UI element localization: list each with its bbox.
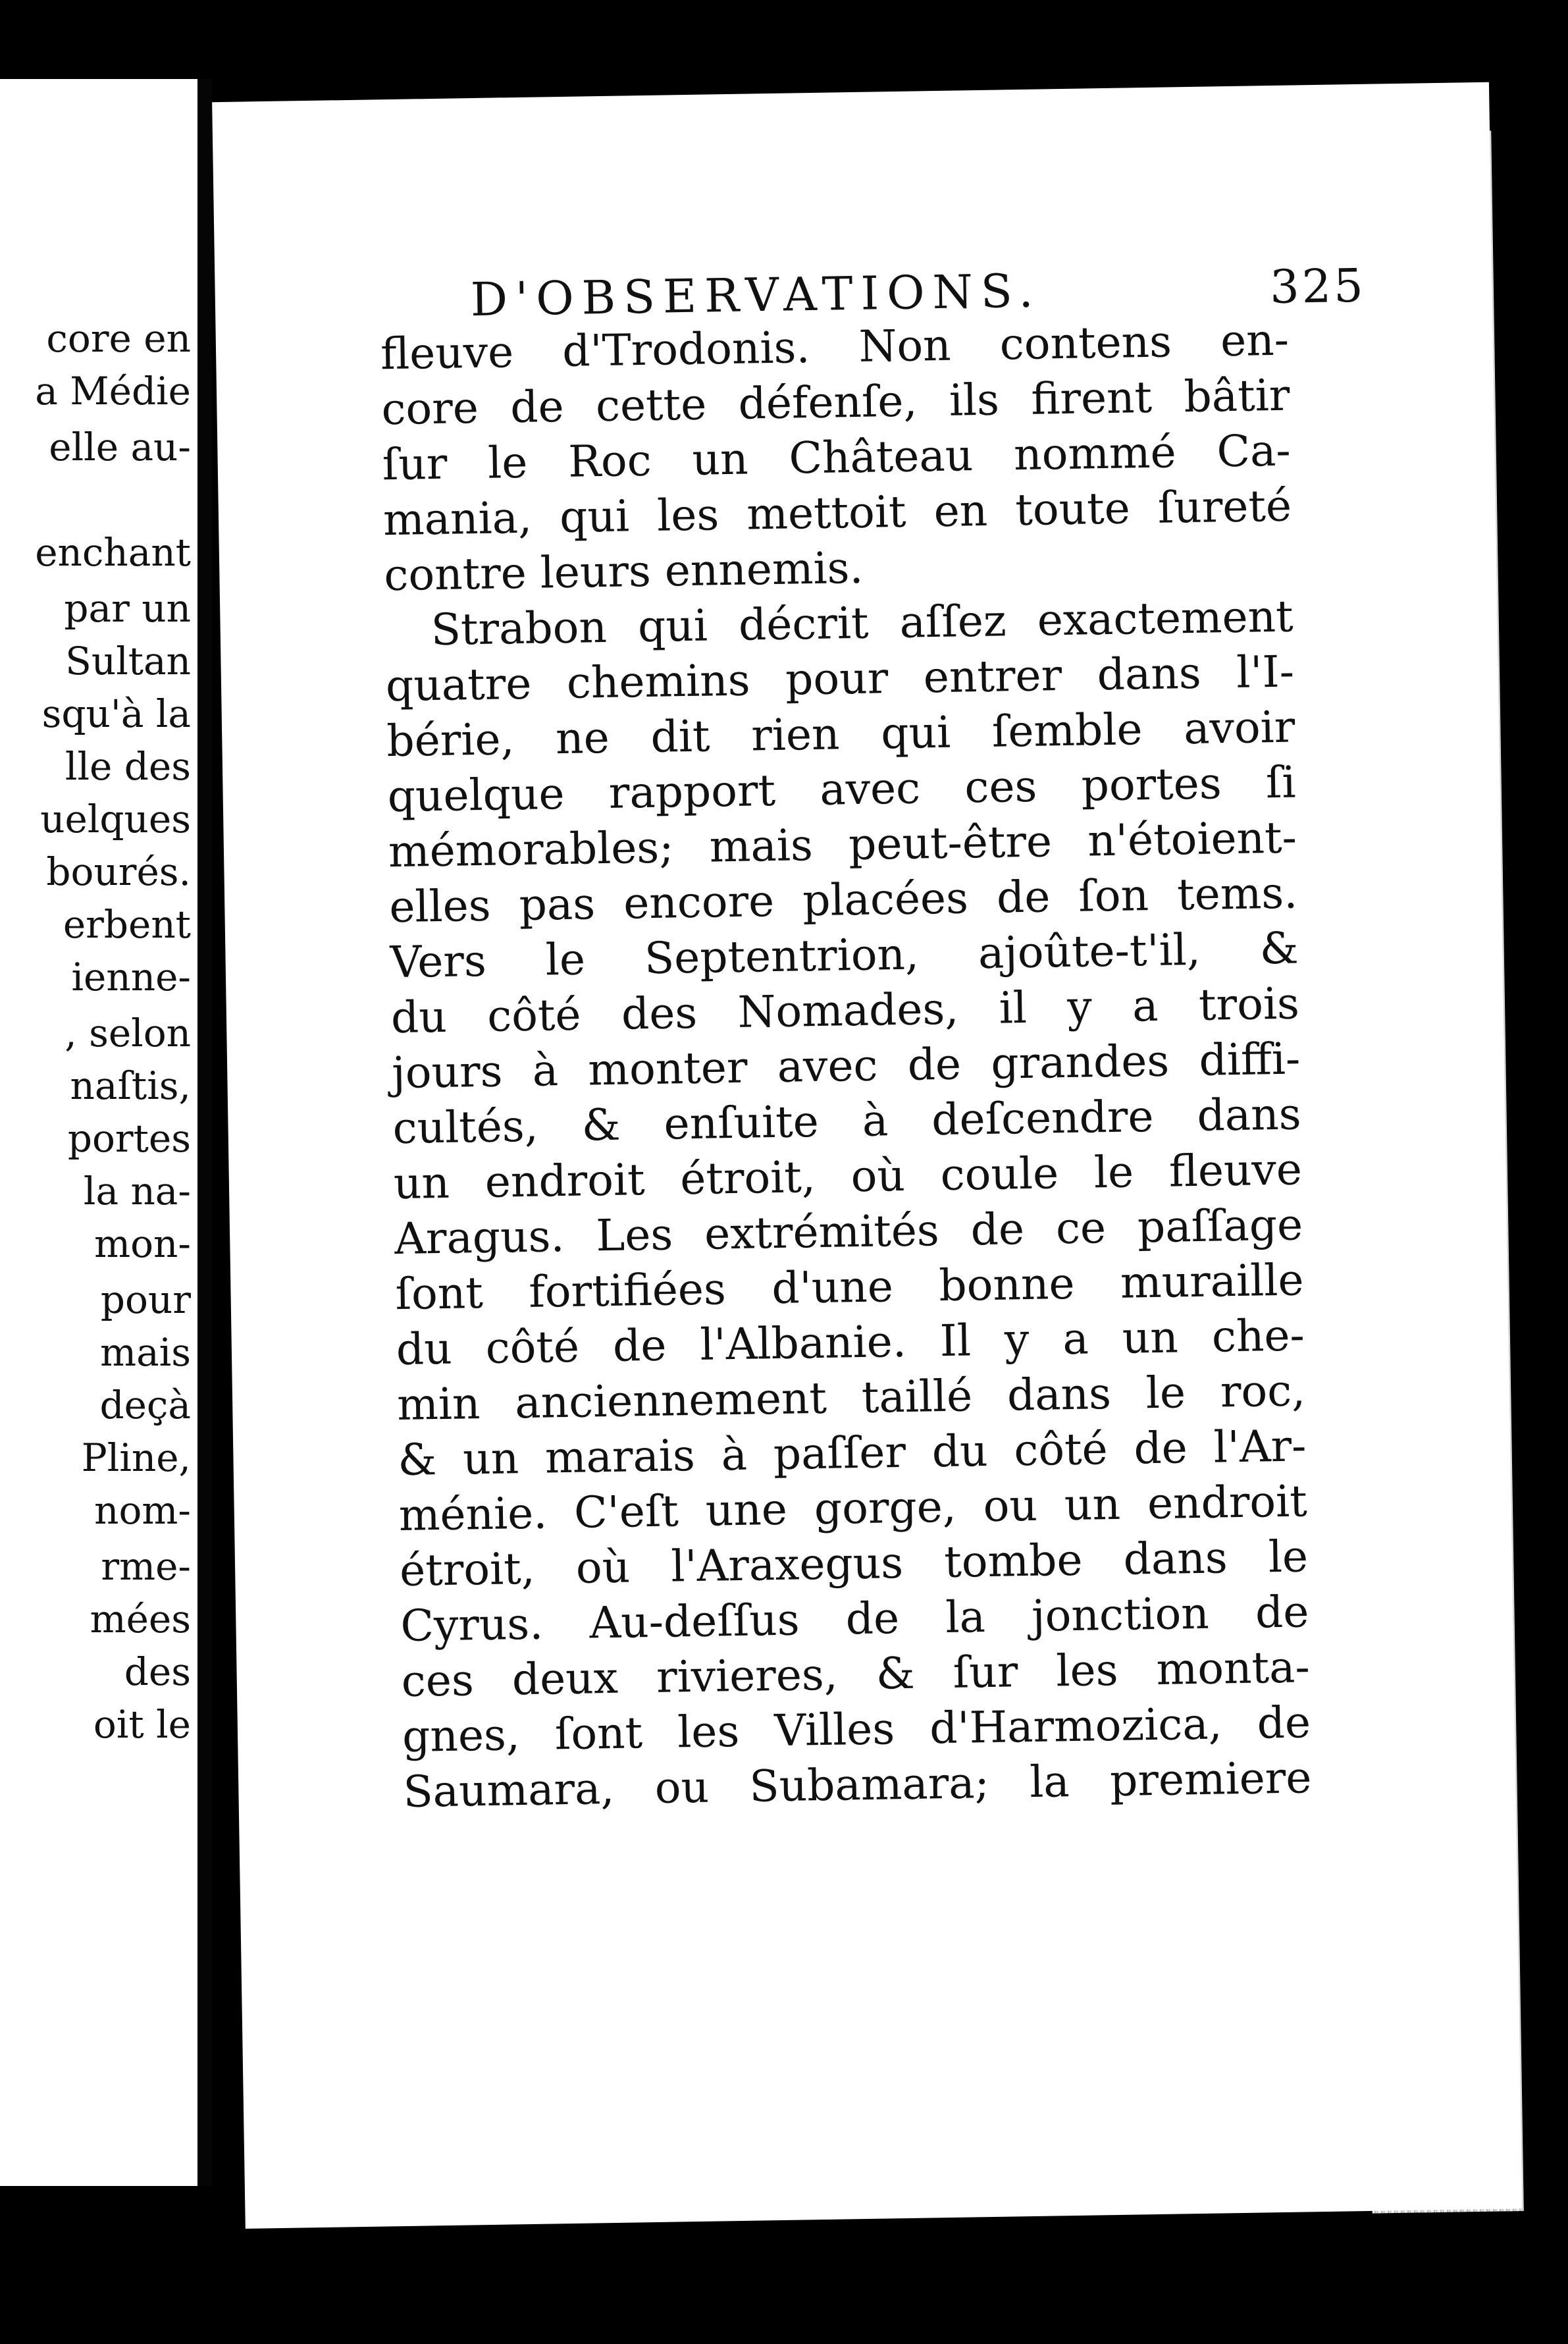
text-line: Vers le Septentrion, ajoûte-t'il, &	[390, 922, 1299, 988]
text-line: elles pas encore placées de ſon tems.	[388, 867, 1298, 933]
left-line: nom-	[94, 1488, 191, 1533]
left-line: des	[124, 1649, 191, 1694]
text-line: du côté des Nomades, il y a trois	[390, 978, 1300, 1044]
text-line: ménie. C'eſt une gorge, ou un endroit	[398, 1476, 1308, 1541]
text-line: & un marais à paſſer du côté de l'Ar-	[397, 1420, 1307, 1486]
text-line: ſont fortifiées d'une bonne muraille	[394, 1254, 1305, 1320]
text-line: étroit, où l'Araxegus tombe dans le	[399, 1531, 1309, 1597]
left-line: oit le	[93, 1702, 191, 1747]
left-line: squ'à la	[41, 691, 191, 736]
left-line: elle au-	[49, 425, 191, 469]
left-line: , selon	[65, 1011, 191, 1055]
left-line: deçà	[99, 1383, 191, 1427]
text-line: Strabon qui décrit aſſez exactement	[431, 591, 1294, 656]
text-line: mania, qui les mettoit en toute ſureté	[382, 480, 1292, 546]
text-line: core de cette défenſe, ils firent bâtir	[380, 369, 1290, 435]
left-line: mais	[100, 1330, 191, 1375]
left-line: naſtis,	[70, 1063, 191, 1108]
body-text	[380, 313, 1312, 1820]
left-line: Sultan	[65, 639, 191, 683]
left-line: enchant	[35, 530, 191, 575]
left-line: la na-	[83, 1169, 191, 1213]
text-line: quatre chemins pour entrer dans l'I-	[385, 646, 1295, 712]
left-line: lle des	[65, 744, 191, 789]
left-line: Pline,	[81, 1435, 191, 1480]
book-gutter	[197, 79, 212, 2186]
text-line: ces deux rivieres, & ſur les monta-	[401, 1641, 1311, 1707]
text-line: Saumara, ou Subamara; la premiere	[402, 1752, 1312, 1817]
text-line: Cyrus. Au-deſſus de la jonction de	[400, 1586, 1309, 1652]
text-line: du côté de l'Albanie. Il y a un che-	[396, 1310, 1305, 1375]
text-line: cultés, & enſuite à deſcendre dans	[392, 1088, 1302, 1154]
text-line: quelque rapport avec ces portes ſi	[387, 757, 1297, 822]
left-line: a Médie	[35, 369, 191, 413]
left-line: rme-	[101, 1544, 191, 1589]
right-page	[212, 82, 1522, 2229]
text-line: mémorables; mais peut-être n'étoient-	[388, 812, 1297, 878]
left-line: ienne-	[71, 955, 191, 999]
left-line: bourés.	[46, 849, 191, 894]
left-line: uelques	[40, 797, 191, 841]
left-line: portes	[67, 1116, 191, 1161]
text-line: gnes, ſont les Villes d'Harmozica, de	[402, 1697, 1311, 1762]
left-line: par un	[64, 586, 191, 631]
text-line: jours à monter avec de grandes diffi-	[391, 1033, 1301, 1099]
text-line: min anciennement taillé dans le roc,	[396, 1365, 1306, 1431]
page-number: 325	[1269, 258, 1367, 315]
text-line: fleuve d'Trodonis. Non contens en-	[380, 314, 1290, 380]
left-line: erbent	[63, 902, 191, 947]
text-line: bérie, ne dit rien qui ſemble avoir	[386, 701, 1295, 767]
left-page-fragment	[0, 79, 197, 2186]
left-line: pour	[100, 1277, 191, 1322]
left-line: mon-	[94, 1221, 191, 1266]
text-line: contre leurs ennemis.	[383, 542, 864, 601]
text-line: ſur le Roc un Château nommé Ca-	[382, 425, 1292, 491]
header-title: D'OBSERVATIONS.	[470, 263, 1042, 327]
left-line: mées	[90, 1597, 191, 1641]
left-line: core en	[46, 316, 191, 361]
text-line: Aragus. Les extrémités de ce paſſage	[394, 1199, 1303, 1265]
text-line: un endroit étroit, où coule le fleuve	[393, 1144, 1303, 1210]
